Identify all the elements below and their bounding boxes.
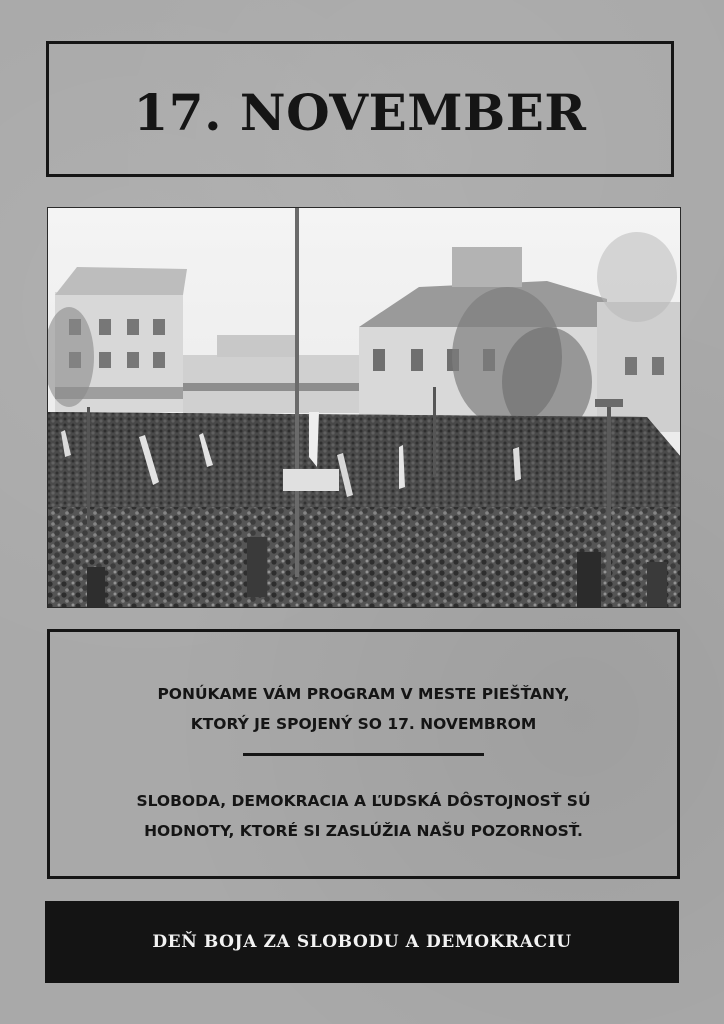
info-frame [47,629,680,879]
program-text [50,679,677,739]
banner-text: DEŇ BOJA ZA SLOBODU A DEMOKRACIU [152,932,572,952]
values-text [50,786,677,846]
info-line-4: HODNOTY, KTORÉ SI ZASLÚŽIA NAŠU POZORNOSŤ. [144,822,583,840]
info-line-1: PONÚKAME VÁM PROGRAM V MESTE PIEŠŤANY, [157,685,570,703]
title-frame [46,41,674,177]
info-line-3: SLOBODA, DEMOKRACIA A ĽUDSKÁ DÔSTOJNOSŤ SÚ [136,792,591,810]
poster-title: 17. NOVEMBER [133,82,587,142]
info-line-2: KTORÝ JE SPOJENÝ SO 17. NOVEMBROM [190,715,537,733]
divider [243,753,484,756]
footer-banner [45,901,679,983]
crowd-photo [47,207,681,608]
